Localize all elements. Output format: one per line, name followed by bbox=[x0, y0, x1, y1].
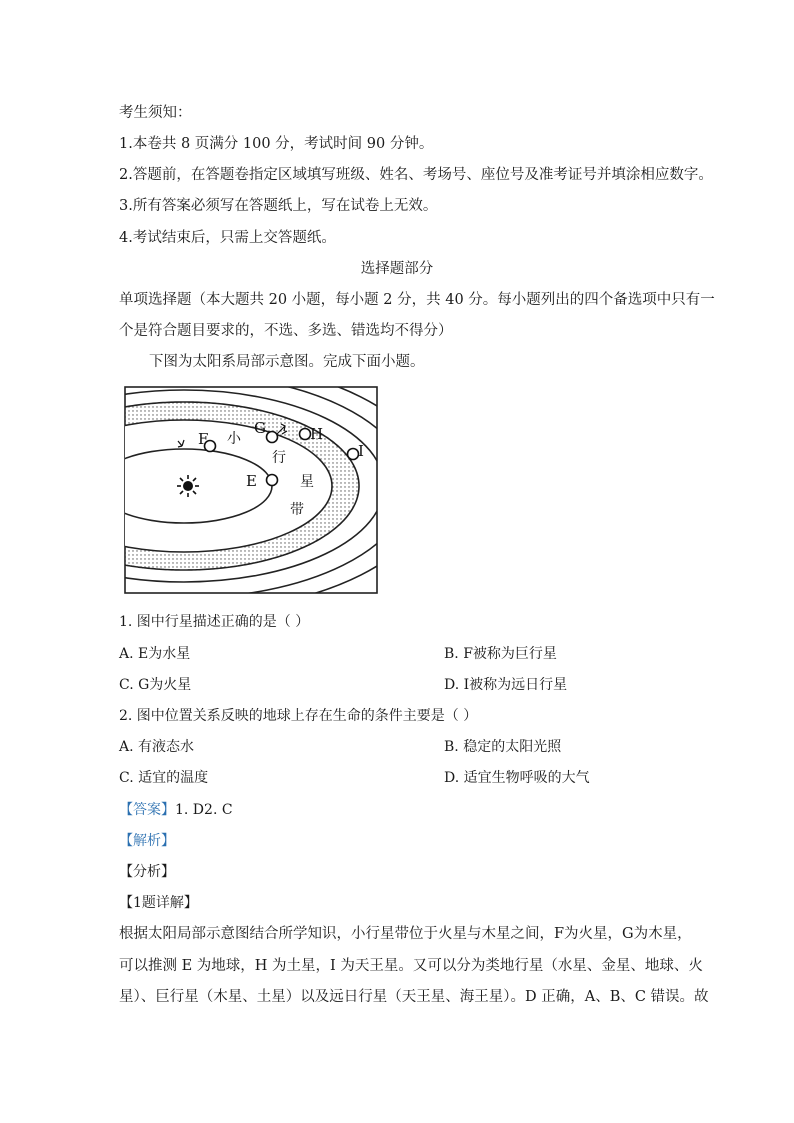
label-g: G bbox=[254, 419, 266, 437]
planet-g bbox=[267, 432, 278, 443]
notice-item-1: 1.本卷共 8 页满分 100 分，考试时间 90 分钟。 bbox=[119, 136, 434, 152]
instructions-line-1: 单项选择题（本大题共 20 小题，每小题 2 分，共 40 分。每小题列出的四个备选项中只有一 bbox=[119, 292, 715, 308]
section-title: 选择题部分 bbox=[360, 261, 434, 277]
planet-i bbox=[348, 449, 359, 460]
question-2-option-a[interactable]: A. 有液态水 bbox=[119, 739, 195, 755]
label-h: H bbox=[310, 425, 324, 443]
question-2-option-c[interactable]: C. 适宜的温度 bbox=[119, 770, 209, 786]
question-2-option-d[interactable]: D. 适宜生物呼吸的大气 bbox=[444, 770, 590, 786]
planet-e-inner bbox=[267, 475, 278, 486]
question-stem-intro: 下图为太阳系局部示意图。完成下面小题。 bbox=[149, 354, 425, 370]
label-i: I bbox=[358, 442, 364, 460]
label-belt-3: 星 bbox=[300, 474, 314, 490]
notice-item-2: 2.答题前，在答题卷指定区域填写班级、姓名、考场号、座位号及准考证号并填涂相应数字。 bbox=[119, 167, 713, 183]
answer-text: 1. D2. C bbox=[175, 802, 233, 818]
question-1-option-c[interactable]: C. G为火星 bbox=[119, 677, 192, 693]
question-1-option-b[interactable]: B. F被称为巨行星 bbox=[444, 646, 557, 662]
notice-item-4: 4.考试结束后，只需上交答题纸。 bbox=[119, 230, 336, 246]
label-f: F bbox=[198, 430, 209, 448]
label-belt-2: 行 bbox=[272, 450, 286, 466]
question-2-stem: 2. 图中位置关系反映的地球上存在生命的条件主要是（ ） bbox=[119, 708, 478, 724]
detail-tag: 【1题详解】 bbox=[119, 895, 198, 911]
explanation-line-3: 星）、巨行星（木星、土星）以及远日行星（天王星、海王星）。D 正确，A、B、C 错误。故 bbox=[119, 989, 709, 1005]
answer-line bbox=[119, 800, 233, 820]
answer-tag: 【答案】 bbox=[119, 802, 175, 818]
fenxi-tag: 【分析】 bbox=[119, 864, 175, 880]
notice-item-3: 3.所有答案必须写在答题纸上，写在试卷上无效。 bbox=[119, 198, 438, 214]
planet-h bbox=[300, 429, 311, 440]
notice-title: 考生须知： bbox=[119, 105, 192, 121]
label-e: E bbox=[246, 472, 257, 490]
question-1-option-d[interactable]: D. I被称为远日行星 bbox=[444, 677, 568, 693]
solar-system-diagram bbox=[124, 386, 378, 594]
explanation-line-2: 可以推测 E 为地球，H 为土星，I 为天王星。又可以分为类地行星（水星、金星、地球、火 bbox=[119, 958, 703, 974]
instructions-line-2: 个是符合题目要求的，不选、多选、错选均不得分） bbox=[119, 323, 453, 339]
label-belt-1: 小 bbox=[227, 431, 241, 447]
sun-icon bbox=[177, 475, 199, 497]
explanation-line-1: 根据太阳局部示意图结合所学知识，小行星带位于火星与木星之间，F为火星，G为木星， bbox=[119, 926, 692, 942]
question-2-option-b[interactable]: B. 稳定的太阳光照 bbox=[444, 739, 562, 755]
solar-system-figure bbox=[124, 386, 378, 594]
question-1-option-a[interactable]: A. E为水星 bbox=[119, 646, 191, 662]
question-1-stem: 1. 图中行星描述正确的是（ ） bbox=[119, 614, 310, 630]
analysis-tag: 【解析】 bbox=[119, 833, 175, 849]
label-belt-4: 带 bbox=[290, 502, 304, 518]
